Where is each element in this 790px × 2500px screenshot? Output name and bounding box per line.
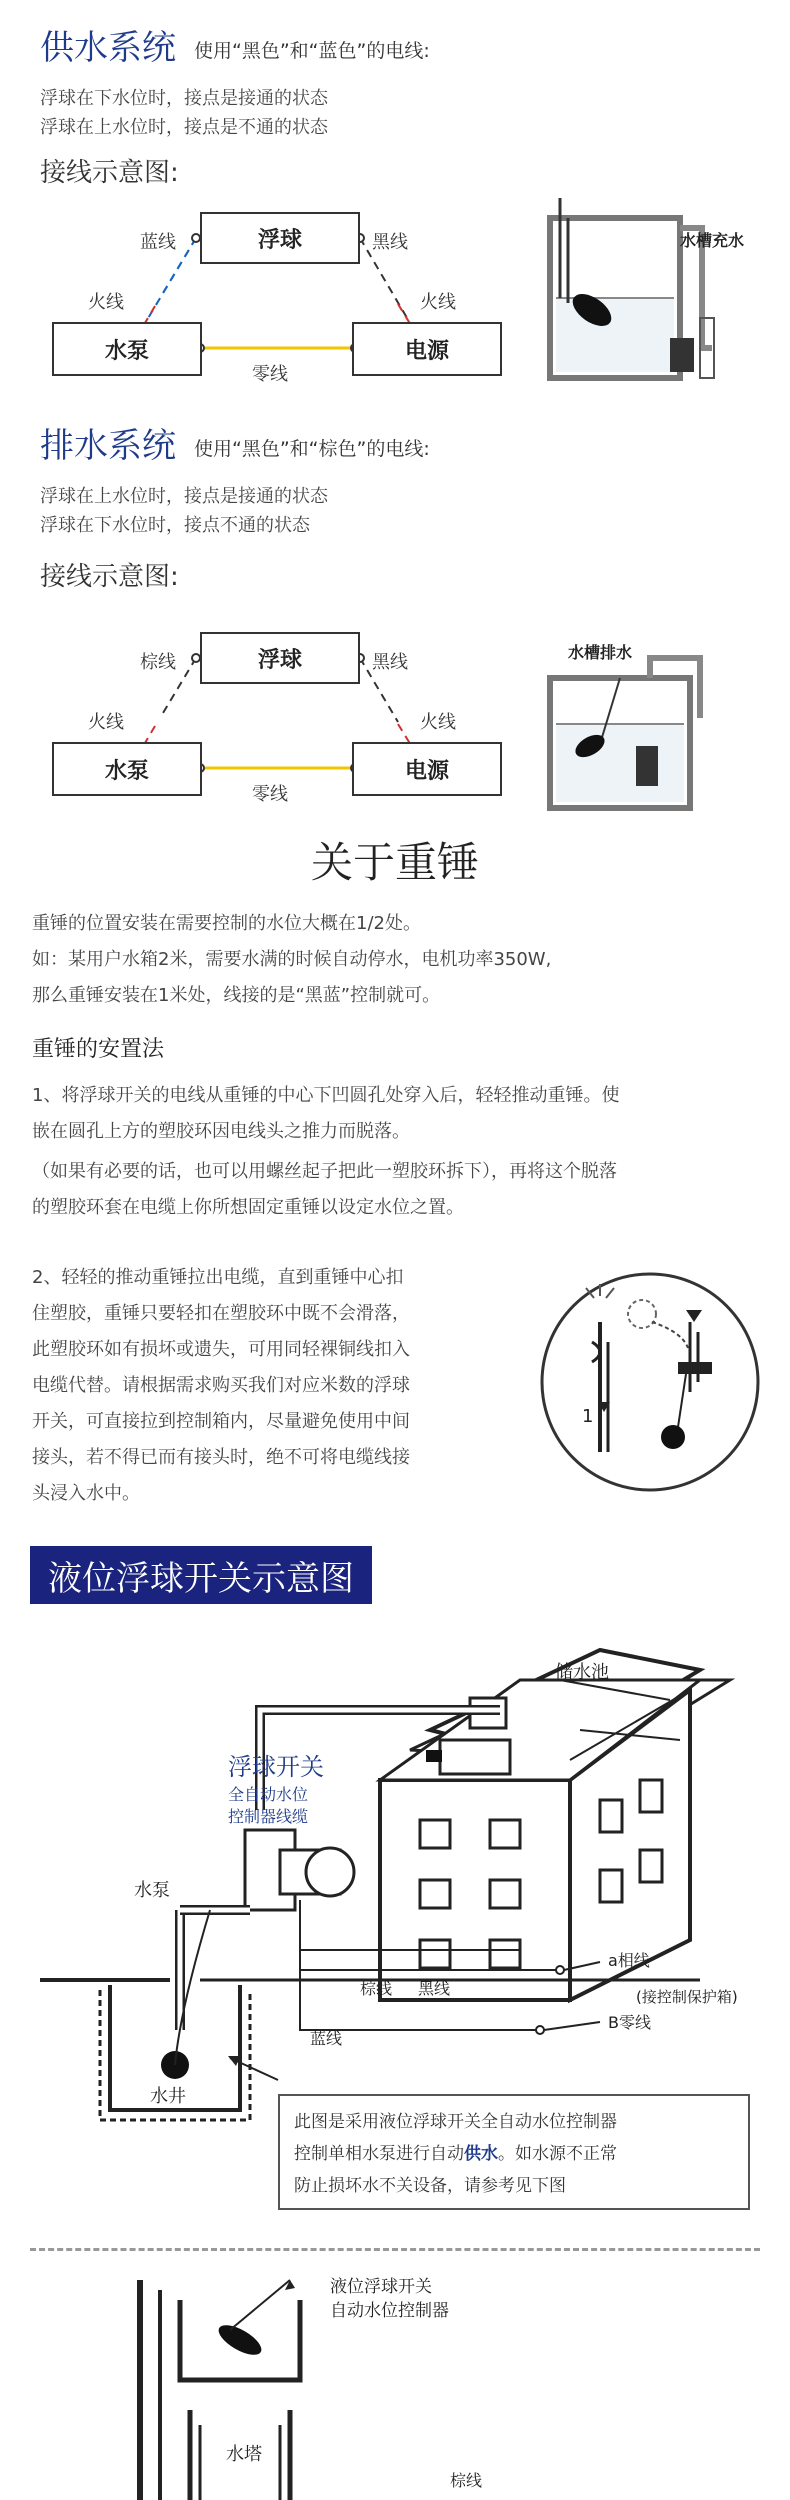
- drain-wire-right-label: 黑线: [372, 652, 408, 673]
- schematic-brown: 棕线: [360, 1979, 393, 1998]
- drain-float-box: 浮球: [200, 632, 360, 684]
- drain-wire-left-label: 棕线: [140, 652, 176, 673]
- supply-power-box: 电源: [352, 322, 502, 376]
- supply-wire-left-label: 蓝线: [140, 232, 176, 253]
- supply-wire-right-label: 黑线: [372, 232, 408, 253]
- supply-pump-box: 水泵: [52, 322, 202, 376]
- drain-diagram-label: 接线示意图:: [40, 562, 179, 592]
- tower-brown: 棕线: [450, 2471, 483, 2490]
- drain-pump-box: 水泵: [52, 742, 202, 796]
- supply-subtitle: 使用“黑色”和“蓝色”的电线:: [194, 40, 430, 62]
- supply-tank-illustration: [530, 198, 770, 388]
- drain-tank-illustration: [540, 634, 770, 814]
- schematic-pump: 水泵: [134, 1880, 170, 1901]
- schematic-switch-title: 浮球开关: [228, 1753, 324, 1781]
- drain-neutral-label: 零线: [252, 784, 288, 805]
- weight-method-title: 重锤的安置法: [32, 1037, 165, 1062]
- drain-fire-left-label: 火线: [88, 712, 124, 733]
- drain-fire-right-label: 火线: [420, 712, 456, 733]
- supply-title: 供水系统: [40, 28, 176, 68]
- weight-m1c: （如果有必要的话，也可以用螺丝起子把此一塑胶环拆下），再将这个脱落: [32, 1161, 617, 1182]
- weight-m2g: 头浸入水中。: [32, 1483, 140, 1504]
- weight-m2e: 开关，可直接拉到控制箱内，尽量避免使用中间: [32, 1411, 410, 1432]
- weight-m2f: 接头，若不得已而有接头时，绝不可将电缆线接: [32, 1447, 410, 1468]
- weight-illustration: [530, 1262, 770, 1502]
- schematic-note2-b: 供水: [464, 2144, 498, 2164]
- weight-m2b: 住塑胶，重锤只要轻扣在塑胶环中既不会滑落，: [32, 1303, 410, 1324]
- weight-m2c: 此塑胶环如有损坏或遗失，可用同轻裸铜线扣入: [32, 1339, 410, 1360]
- supply-line2: 浮球在上水位时，接点是不通的状态: [40, 117, 328, 138]
- weight-m1b: 嵌在圆孔上方的塑胶环因电线头之推力而脱落。: [32, 1121, 410, 1142]
- weight-m1d: 的塑胶环套在电缆上你所想固定重锤以设定水位之置。: [32, 1197, 464, 1218]
- drain-line1: 浮球在上水位时，接点是接通的状态: [40, 486, 328, 507]
- supply-tank-caption: 水槽充水: [680, 231, 745, 250]
- weight-fig-number: 1: [582, 1406, 594, 1427]
- drain-power-box: 电源: [352, 742, 502, 796]
- weight-p2: 如：某用户水箱2米，需要水满的时候自动停水，电机功率350W,: [32, 949, 552, 970]
- schematic-black: 黑线: [418, 1979, 451, 1998]
- schematic-well: 水井: [150, 2086, 186, 2107]
- section-divider: [30, 2248, 760, 2251]
- supply-float-box: 浮球: [200, 212, 360, 264]
- schematic-reservoir: 储水池: [555, 1662, 609, 1683]
- tower-illustration: [0, 2260, 790, 2500]
- supply-fire-right-label: 火线: [420, 292, 456, 313]
- drain-line2: 浮球在下水位时，接点不通的状态: [40, 515, 310, 536]
- schematic-note1: 此图是采用液位浮球开关全自动水位控制器: [294, 2112, 617, 2132]
- tower-label1: 液位浮球开关: [330, 2277, 432, 2297]
- schematic-note2: [294, 2138, 734, 2170]
- schematic-b-line: B零线: [608, 2013, 651, 2032]
- schematic-a-line: a相线: [608, 1951, 650, 1970]
- drain-subtitle: 使用“黑色”和“棕色”的电线:: [194, 438, 430, 460]
- schematic-blue: 蓝线: [310, 2029, 343, 2048]
- schematic-switch-sub1: 全自动水位: [228, 1785, 309, 1804]
- weight-title: 关于重锤: [310, 838, 479, 887]
- weight-p3: 那么重锤安装在1米处，线接的是“黑蓝”控制就可。: [32, 985, 441, 1006]
- weight-p1: 重锤的位置安装在需要控制的水位大概在1/2处。: [32, 913, 421, 934]
- tower-name: 水塔: [226, 2444, 262, 2465]
- supply-line1: 浮球在下水位时，接点是接通的状态: [40, 88, 328, 109]
- drain-title: 排水系统: [40, 426, 176, 466]
- schematic-note-box: [278, 2094, 750, 2210]
- weight-m2d: 电缆代替。请根据需求购买我们对应米数的浮球: [32, 1375, 410, 1396]
- schematic-note2-a: 控制单相水泵进行自动: [294, 2144, 464, 2164]
- supply-neutral-label: 零线: [252, 364, 288, 385]
- weight-m2a: 2、轻轻的推动重锤拉出电缆，直到重锤中心扣: [32, 1267, 404, 1288]
- tower-label2: 自动水位控制器: [330, 2301, 449, 2321]
- schematic-note2-c: 。如水源不正常: [498, 2144, 617, 2164]
- schematic-note3: 防止损坏水不关设备，请参考见下图: [294, 2176, 566, 2196]
- drain-tank-caption: 水槽排水: [568, 643, 633, 662]
- schematic-switch-sub2: 控制器线缆: [228, 1807, 309, 1826]
- weight-m1a: 1、将浮球开关的电线从重锤的中心下凹圆孔处穿入后，轻轻推动重锤。使: [32, 1085, 620, 1106]
- schematic-box-note: (接控制保护箱): [636, 1988, 738, 2006]
- supply-fire-left-label: 火线: [88, 292, 124, 313]
- schematic-banner: 液位浮球开关示意图: [30, 1546, 372, 1604]
- supply-diagram-label: 接线示意图:: [40, 158, 179, 188]
